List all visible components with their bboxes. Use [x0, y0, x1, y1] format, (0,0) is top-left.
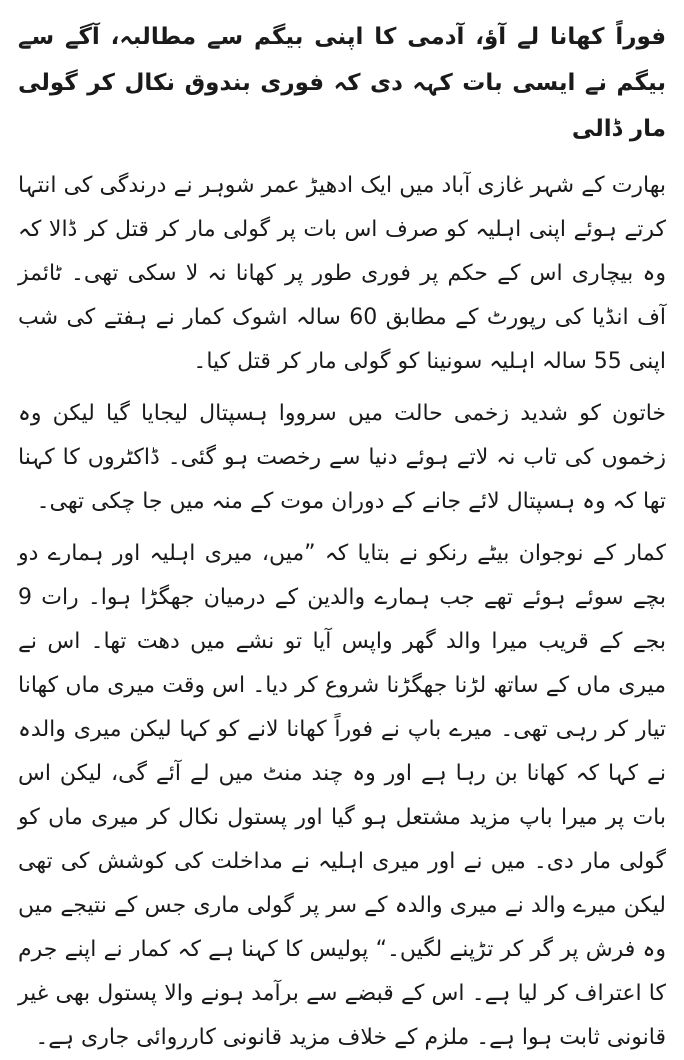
paragraph-son-statement: کمار کے نوجوان بیٹے رنکو نے بتایا کہ ”میں، میری اہلیہ اور ہمارے دو بچے سوئے ہوئے تھے جب ہمارے والدین کے درمیان جھگڑا ہوا۔ رات 9 بجے کے قریب میرا والد گھر واپس آیا تو نشے میں دھت تھا۔ اس نے میری ماں کے ساتھ لڑنا جھگڑنا شروع کر دیا۔ اس وقت میری ماں کھانا تیار کر رہی تھی۔ میرے باپ نے فوراً کھانا لانے کو کہا لیکن میری والدہ نے کہا کہ کھانا بن رہا ہے اور وہ چند منٹ میں لے آئے گی، لیکن اس بات پر میرا باپ مزید مشتعل ہو گیا اور پستول نکال کر میری ماں کو گولی مار دی۔ میں نے اور میری اہلیہ نے مداخلت کی کوشش کی تھی لیکن میرے والد نے میری والدہ کے سر پر گولی ماری جس کے نتیجے میں وہ فرش پر گر کر تڑپنے لگیں۔“ پولیس کا کہنا ہے کہ کمار نے اپنے جرم کا اعتراف کر لیا ہے۔ اس کے قبضے سے برآمد ہونے والا پستول بھی غیر قانونی ثابت ہوا ہے۔ ملزم کے خلاف مزید قانونی کارروائی جاری ہے۔: [18, 541, 666, 1050]
headline: فوراً کھانا لے آؤ، آدمی کا اپنی بیگم سے مطالبہ، آگے سے بیگم نے ایسی بات کہہ دی کہ فوری بندوق نکال کر گولی مار ڈالی: [18, 24, 666, 142]
paragraph-intro: بھارت کے شہر غازی آباد میں ایک ادھیڑ عمر شوہر نے درندگی کی انتہا کرتے ہوئے اپنی اہلیہ کو صرف اس بات پر گولی مار کر قتل کر ڈالا کہ وہ بیچاری اس کے حکم پر فوری طور پر کھانا نہ لا سکی تھی۔ ٹائمز آف انڈیا کی رپورٹ کے مطابق 60 سالہ اشوک کمار نے ہفتے کی شب اپنی 55 سالہ اہلیہ سونینا کو گولی مار کر قتل کیا۔: [18, 173, 666, 374]
paragraph-hospital: خاتون کو شدید زخمی حالت میں سرووا ہسپتال لیجایا گیا لیکن وہ زخموں کی تاب نہ لاتے ہوئے دنیا سے رخصت ہو گئی۔ ڈاکٹروں کا کہنا تھا کہ وہ ہسپتال لائے جانے کے دوران موت کے منہ میں جا چکی تھی۔: [18, 401, 666, 514]
